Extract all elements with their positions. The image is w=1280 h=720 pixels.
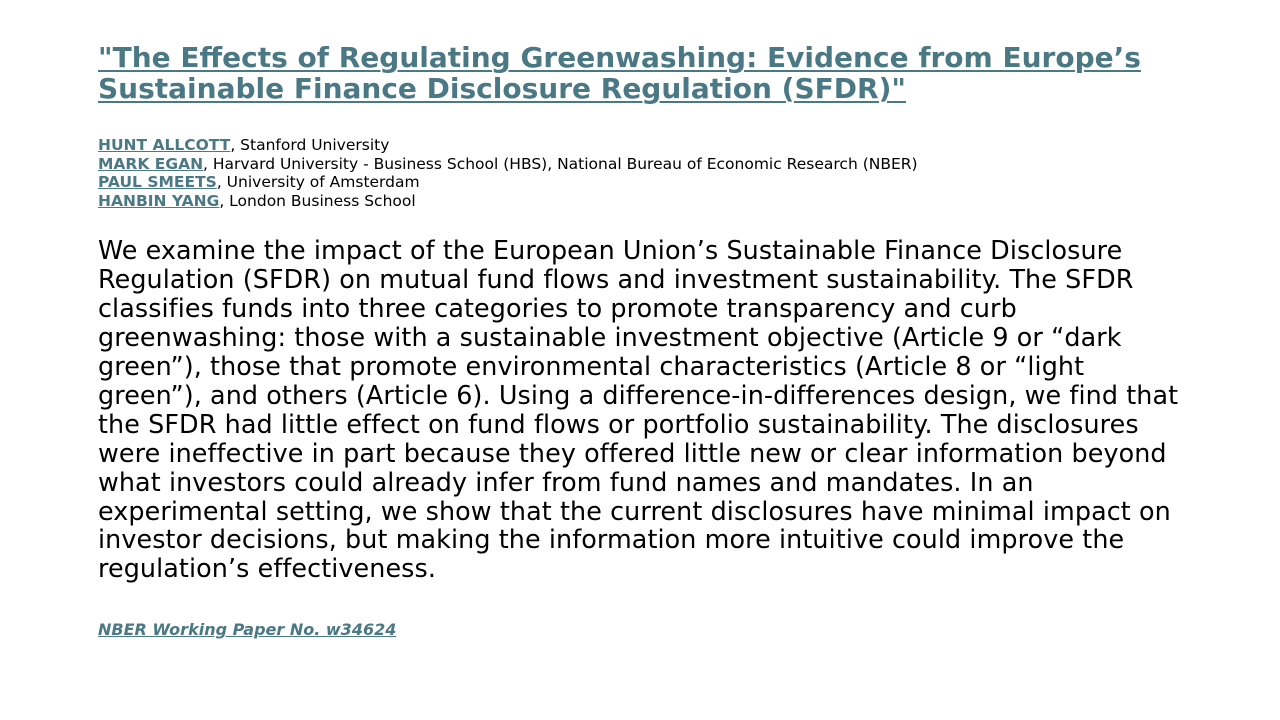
paper-title-link[interactable]: "The Effects of Regulating Greenwashing: Evidence from Europe’s Sustainable Finance Disclosure Regulation (SFDR)" [98, 41, 1141, 105]
author-affiliation: , London Business School [219, 191, 416, 210]
author-row [98, 136, 1188, 155]
author-link[interactable]: HANBIN YANG [98, 191, 220, 210]
author-link[interactable]: PAUL SMEETS [98, 173, 217, 192]
author-affiliation: , Harvard University - Business School (HBS), National Bureau of Economic Research (NBER) [203, 154, 918, 173]
author-affiliation: , University of Amsterdam [216, 173, 420, 192]
author-row [98, 155, 1188, 174]
author-link[interactable]: HUNT ALLCOTT [98, 136, 231, 154]
author-list [98, 136, 1188, 210]
paper-listing [98, 42, 1188, 639]
author-link[interactable]: MARK EGAN [98, 154, 204, 173]
author-affiliation: , Stanford University [230, 136, 390, 154]
working-paper-link[interactable]: NBER Working Paper No. w34624 [98, 620, 397, 640]
author-row [98, 173, 1188, 192]
author-row [98, 192, 1188, 211]
abstract-text: We examine the impact of the European Union’s Sustainable Finance Disclosure Regulation (SFDR) on mutual fund flows and investment sustainability. The SFDR classifies funds into three categories to promote transparency and curb greenwashing: those with a sustainable investment objective (Article 9 or “dark green”), those that promote environmental characteristics (Article 8 or “light green”), and others (Article 6). Using a difference-in-differences design, we find that the SFDR had little effect on fund flows or portfolio sustainability. The disclosures were ineffective in part because they offered little new or clear information beyond what investors could already infer from fund names and mandates. In an experimental setting, we show that the current disclosures have minimal impact on investor decisions, but making the information more intuitive could improve the regulation’s effectiveness. [98, 235, 1179, 584]
paper-title [98, 42, 1188, 104]
